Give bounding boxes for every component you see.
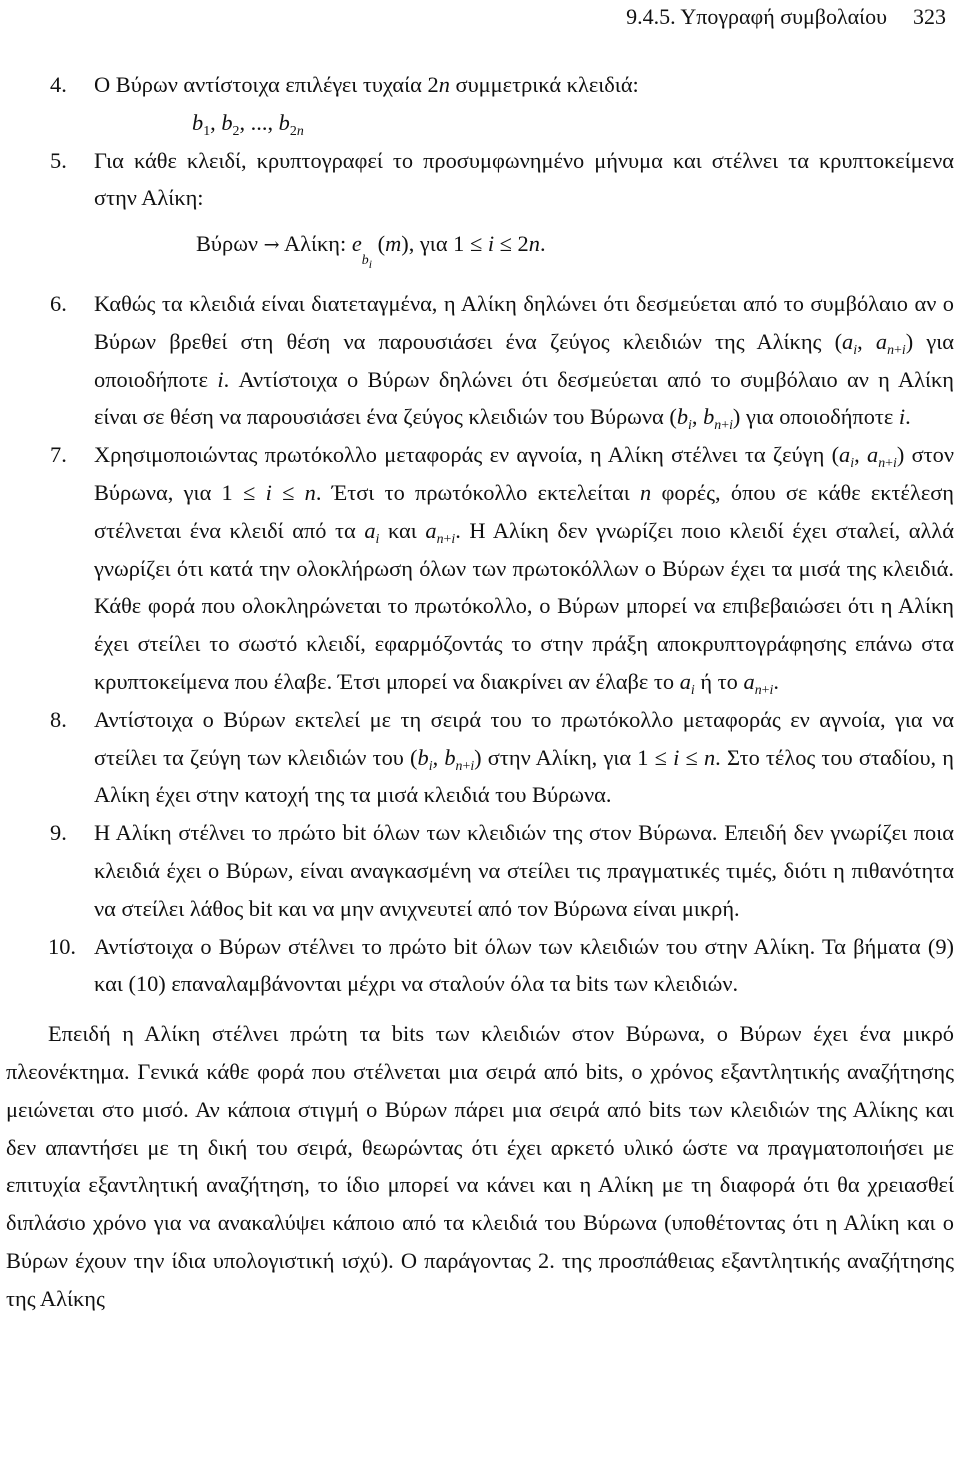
- item-number: 5.: [50, 147, 67, 173]
- message-formula: Βύρων → Αλίκη: $e_{b_i}$ (m), για 1 ≤ i ≤ 2n.: [196, 231, 546, 272]
- arrow-right-icon: →: [263, 234, 280, 257]
- section-title: 9.4.5. Υπογραφή συμβολαίου: [626, 4, 887, 29]
- closing-paragraph: Επειδή η Αλίκη στέλνει πρώτη τα bits των κλειδιών στον Βύρωνα, ο Βύρων έχει ένα μικρό πλεονέκτημα. Γενικά κάθε φορά που στέλνεται μια σειρά από bits, ο χρόνος εξαντλητικής αναζήτησης μειώνεται στο μισό. Αν κάποια στιγμή ο Βύρων πάρει μια σειρά από bits των κλειδιών της Αλίκης και δεν απαντήσει με τη δική του σειρά, θεωρώντας ότι έχει αρκετό υλικό ώστε να πραγματοποιήσει με επιτυχία εξαντλητική αναζήτηση, το ίδιο μπορεί να κάνει και η Αλίκη με τη διαφορά ότι θα χρειασθεί διπλάσιο χρόνο για να ανακαλύψει κάποιο από τα κλειδιά του Βύρωνα (υποθέτοντας ότι η Αλίκη και ο Βύρων έχουν την ίδια υπολογιστική ισχύ). Ο παράγοντας 2. της προσπάθειας εξαντλητικής αναζήτησης της Αλίκης: [6, 1021, 954, 1311]
- list-item-4: [6, 66, 954, 104]
- list-item-7: [6, 436, 954, 701]
- receiver-label: Αλίκη:: [283, 231, 347, 257]
- list-item-9: [6, 814, 954, 927]
- list-item-6: [6, 285, 954, 436]
- key-sequence-formula: $b_1$, $b_2$, ..., $b_{2n}$: [192, 109, 304, 139]
- item-text: Αντίστοιχα ο Βύρων στέλνει το πρώτο bit όλων των κλειδιών του στην Αλίκη. Τα βήματα (9) και (10) επαναλαμβάνονται μέχρι να σταλούν όλα τα bits των κλειδιών.: [94, 933, 954, 997]
- list-item-8: [6, 701, 954, 814]
- document-body: [6, 66, 954, 1340]
- item-number: 7.: [50, 442, 67, 468]
- item-number: 10.: [48, 933, 76, 959]
- page-number: 323: [913, 4, 946, 29]
- item-text: Αντίστοιχα ο Βύρων εκτελεί με τη σειρά του το πρωτόκολλο μεταφοράς εν αγνοία, για να στείλει τα ζεύγη των κλειδιών του ($b_i$, $b_{n+i}$) στην Αλίκη, για 1 ≤ i ≤ n. Στο τέλος του σταδίου, η Αλίκη έχει στην κατοχή της τα μισά κλειδιά του Βύρωνα.: [94, 706, 955, 808]
- sender-label: Βύρων: [196, 231, 259, 257]
- item-number: 9.: [50, 820, 67, 846]
- item-text: Για κάθε κλειδί, κρυπτογραφεί το προσυμφωνημένο μήνυμα και στέλνει τα κρυπτοκείμενα στην Αλίκη:: [94, 147, 954, 211]
- item-number: 4.: [50, 72, 67, 97]
- item-number: 8.: [50, 706, 67, 732]
- item-text: Ο Βύρων αντίστοιχα επιλέγει τυχαία 2n συμμετρικά κλειδιά:: [94, 72, 639, 97]
- list-item-5: [6, 142, 954, 218]
- running-header: [626, 4, 946, 30]
- item-text: Καθώς τα κλειδιά είναι διατεταγμένα, η Αλίκη δηλώνει ότι δεσμεύεται από το συμβόλαιο αν ο Βύρων βρεθεί στη θέση να παρουσιάσει ένα ζεύγος κλειδιών της Αλίκης ($a_i$, $a_{n+i}$) για οποιοδήποτε i. Αντίστοιχα ο Βύρων δηλώνει ότι δεσμεύεται από το συμβόλαιο αν η Αλίκη είναι σε θέση να παρουσιάσει ένα ζεύγος κλειδιών του Βύρωνα ($b_i$, $b_{n+i}$) για οποιοδήποτε i.: [94, 290, 954, 434]
- item-number: 6.: [50, 290, 67, 316]
- item-text: Χρησιμοποιώντας πρωτόκολλο μεταφοράς εν αγνοία, η Αλίκη στέλνει τα ζεύγη ($a_i$, $a_{n+i}$) στον Βύρωνα, για 1 ≤ i ≤ n. Έτσι το πρωτόκολλο εκτελείται n φορές, όπου σε κάθε εκτέλεση στέλνεται ένα κλειδί από τα $a_i$ και $a_{n+i}$. Η Αλίκη δεν γνωρίζει ποιο κλειδί έχει σταλεί, αλλά γνωρίζει ότι κατά την ολοκλήρωση όλων των πρωτοκόλλων ο Βύρων έχει τα μισά της κλειδιά. Κάθε φορά που ολοκληρώνεται το πρωτόκολλο, ο Βύρων μπορεί να επιβεβαιώσει ότι η Αλίκη έχει στείλει το σωστό κλειδί, εφαρμόζοντάς το στην πράξη αποκρυπτογράφησης επάνω στα κρυπτοκείμενα που έλαβε. Έτσι μπορεί να διακρίνει αν έλαβε το $a_i$ ή το $a_{n+i}$.: [94, 442, 954, 698]
- item-text: Η Αλίκη στέλνει το πρώτο bit όλων των κλειδιών της στον Βύρωνα. Επειδή δεν γνωρίζει ποια κλειδιά έχει ο Βύρων, είναι αναγκασμένη να στείλει τις πραγματικές τιμές, διότι η πιθανότητα να στείλει λάθος bit και να μην ανιχνευτεί από τον Βύρωνα είναι μικρή.: [94, 820, 954, 921]
- list-item-10: [6, 928, 954, 1004]
